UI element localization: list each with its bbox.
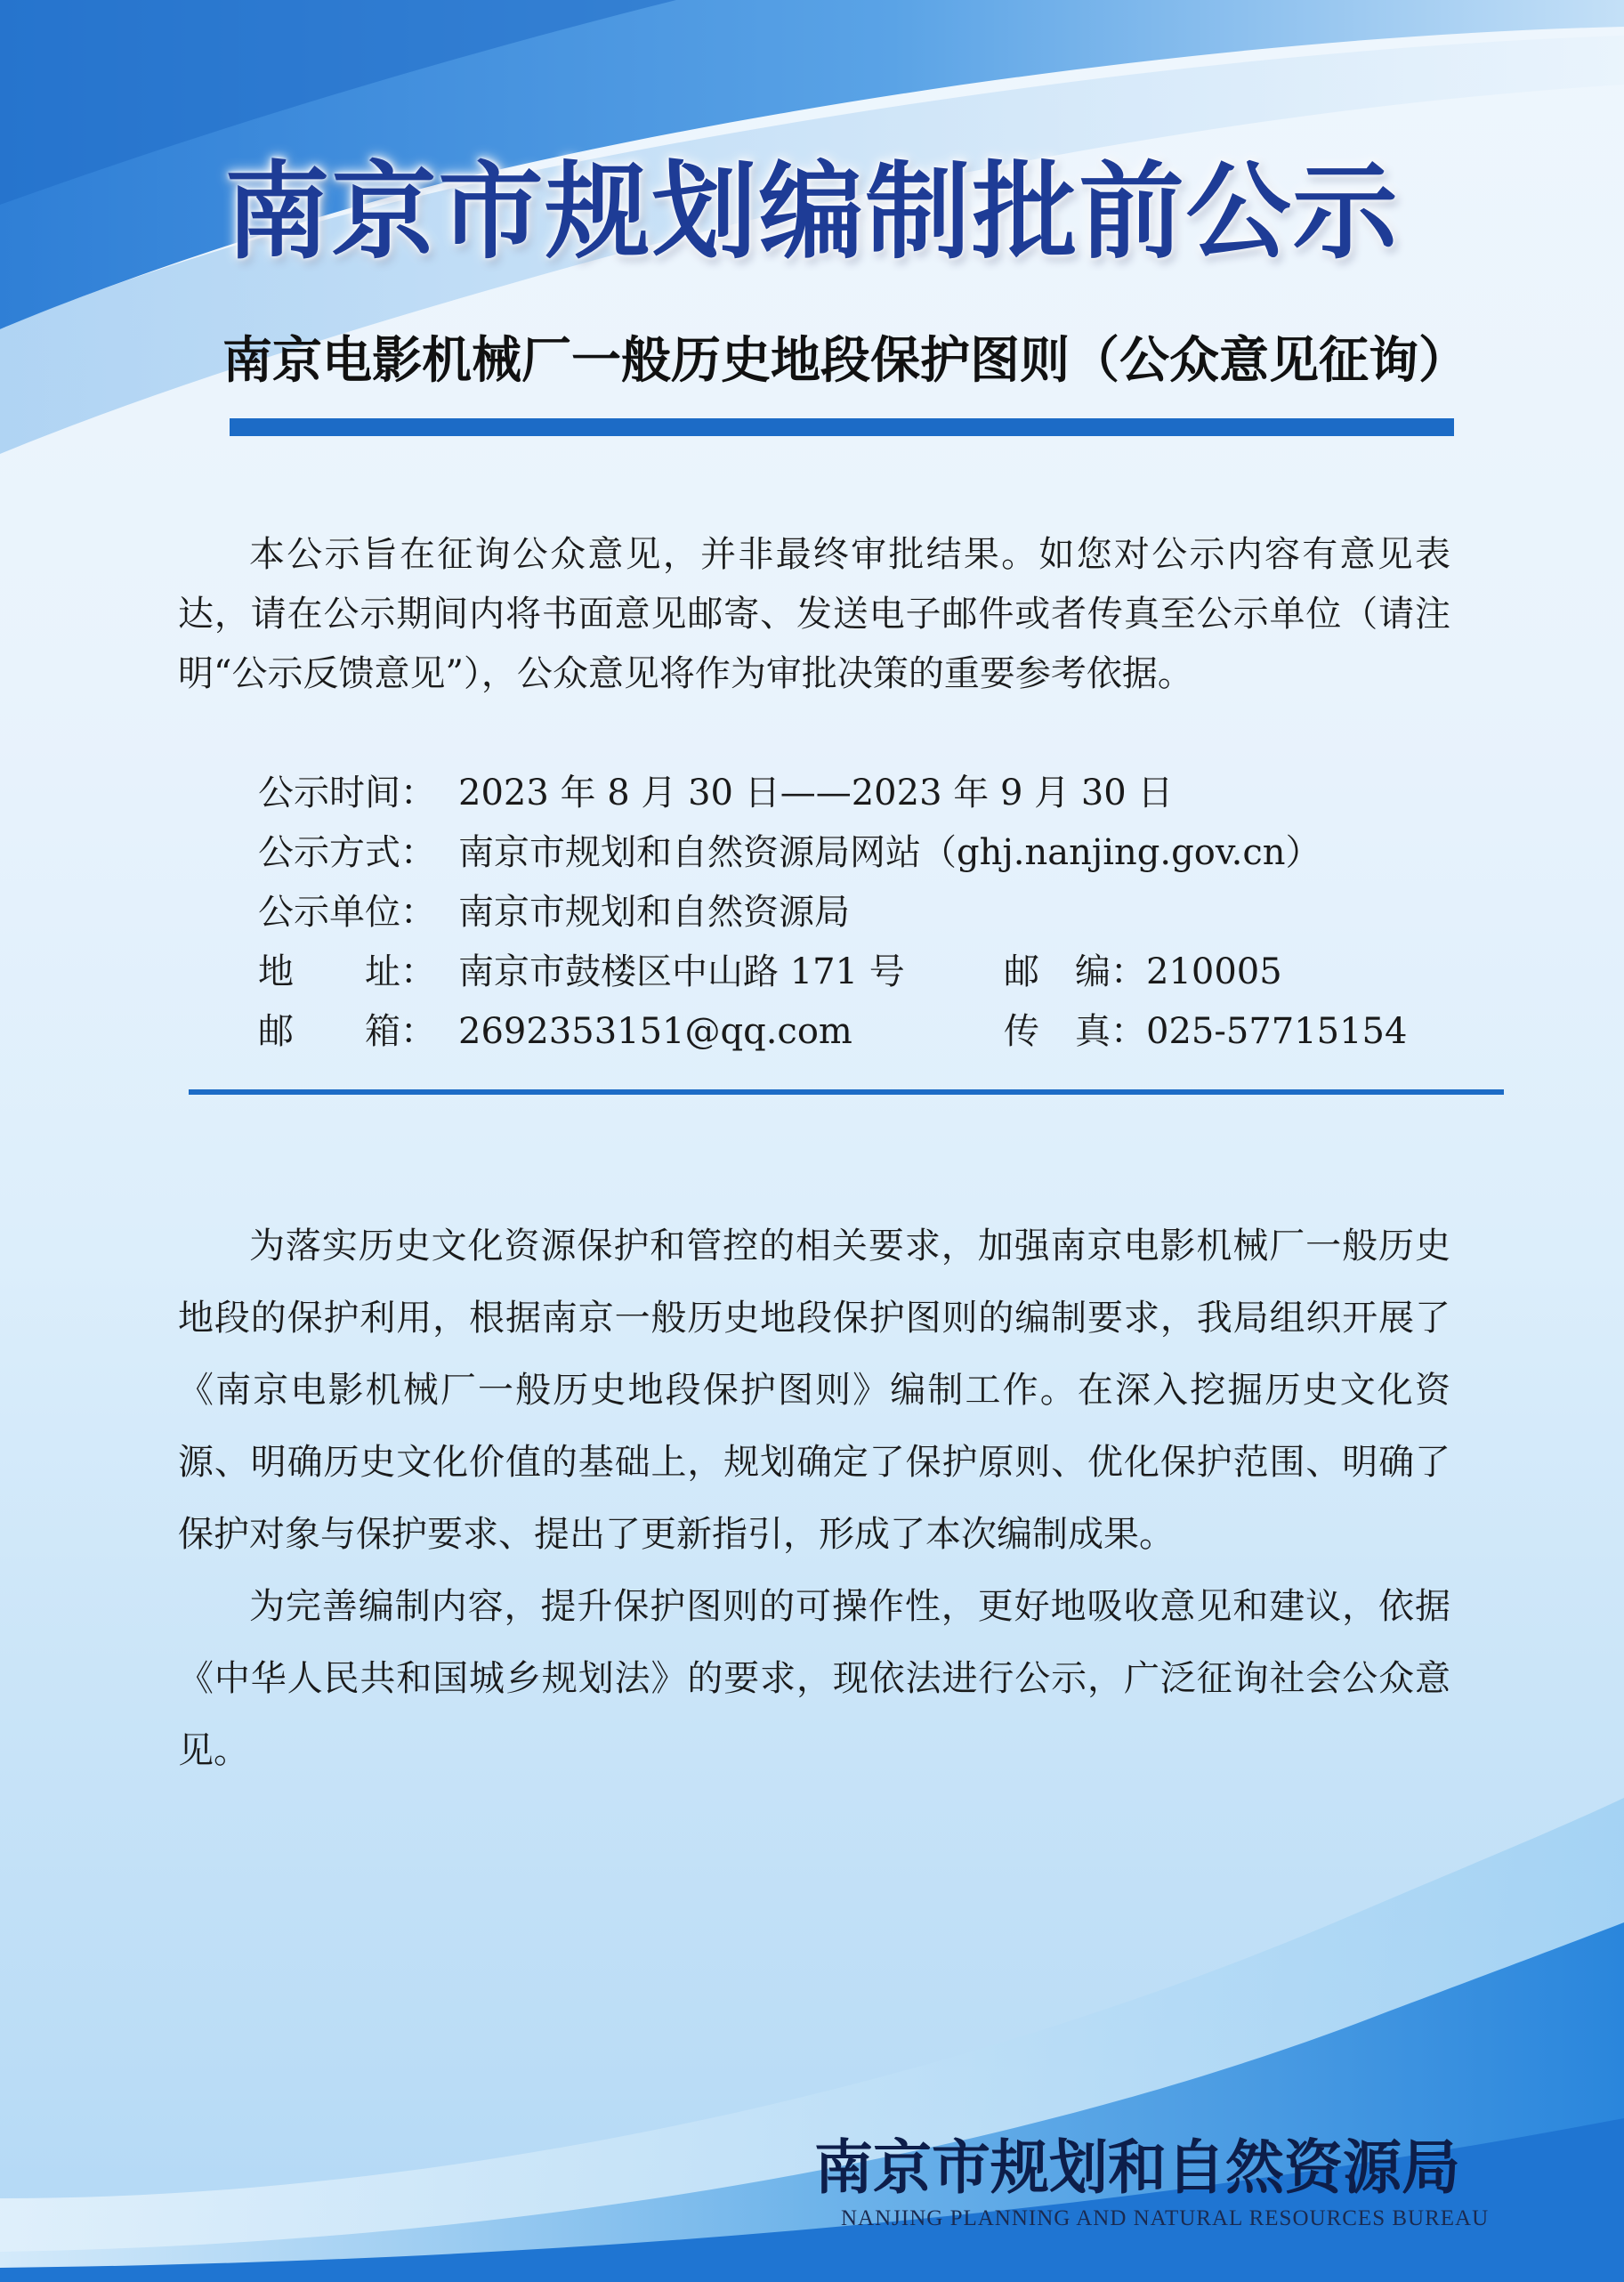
info-row-method — [258, 823, 1504, 883]
page-title: 南京市规划编制批前公示 — [224, 150, 1400, 273]
info-row-email — [258, 1002, 1504, 1062]
top-divider — [230, 418, 1454, 436]
notice-block — [178, 525, 1450, 704]
info-row-address — [258, 943, 1504, 1002]
method-label: 公示方式： — [258, 832, 436, 873]
fax-value: 025-57715154 — [1146, 1011, 1408, 1052]
unit-label: 公示单位： — [258, 892, 436, 933]
address-value: 南京市鼓楼区中山路 171 号 — [458, 951, 905, 992]
email-value[interactable]: 2692353151@qq.com — [458, 1011, 852, 1052]
fax-group — [1004, 1002, 1407, 1062]
middle-divider — [189, 1089, 1504, 1095]
page-subtitle: 南京电影机械厂一般历史地段保护图则（公众意见征询） — [222, 331, 1468, 390]
footer-org-name: 南京市规划和自然资源局 — [814, 2132, 1460, 2202]
info-row-time — [258, 764, 1504, 823]
unit-value: 南京市规划和自然资源局 — [458, 892, 850, 933]
body-block — [178, 1210, 1450, 1787]
method-value[interactable]: 南京市规划和自然资源局网站（ghj.nanjing.gov.cn） — [458, 832, 1321, 873]
postcode-label: 邮 编： — [1004, 951, 1146, 992]
fax-label: 传 真： — [1004, 1011, 1146, 1052]
postcode-group — [1004, 943, 1282, 1002]
time-label: 公示时间： — [258, 773, 436, 813]
email-label: 邮 箱： — [258, 1011, 436, 1052]
footer-org-name-en: NANJING PLANNING AND NATURAL RESOURCES BUREAU — [841, 2206, 1490, 2230]
body-paragraph-1: 为落实历史文化资源保护和管控的相关要求，加强南京电影机械厂一般历史地段的保护利用，根据南京一般历史地段保护图则的编制要求，我局组织开展了《南京电影机械厂一般历史地段保护图则》编制工作。在深入挖掘历史文化资源、明确历史文化价值的基础上，规划确定了保护原则、优化保护范围、明确了保护对象与保护要求、提出了更新指引，形成了本次编制成果。 — [178, 1226, 1450, 1555]
address-label: 地 址： — [258, 951, 436, 992]
body-paragraph-2: 为完善编制内容，提升保护图则的可操作性，更好地吸收意见和建议，依据《中华人民共和国城乡规划法》的要求，现依法进行公示，广泛征询社会公众意见。 — [178, 1586, 1450, 1771]
postcode-value: 210005 — [1146, 951, 1282, 992]
info-block — [258, 764, 1504, 1062]
info-row-unit — [258, 883, 1504, 943]
notice-paragraph: 本公示旨在征询公众意见，并非最终审批结果。如您对公示内容有意见表达，请在公示期间内将书面意见邮寄、发送电子邮件或者传真至公示单位（请注明“公示反馈意见”），公众意见将作为审批决策的重要参考依据。 — [178, 534, 1450, 694]
time-value: 2023 年 8 月 30 日——2023 年 9 月 30 日 — [458, 773, 1174, 813]
